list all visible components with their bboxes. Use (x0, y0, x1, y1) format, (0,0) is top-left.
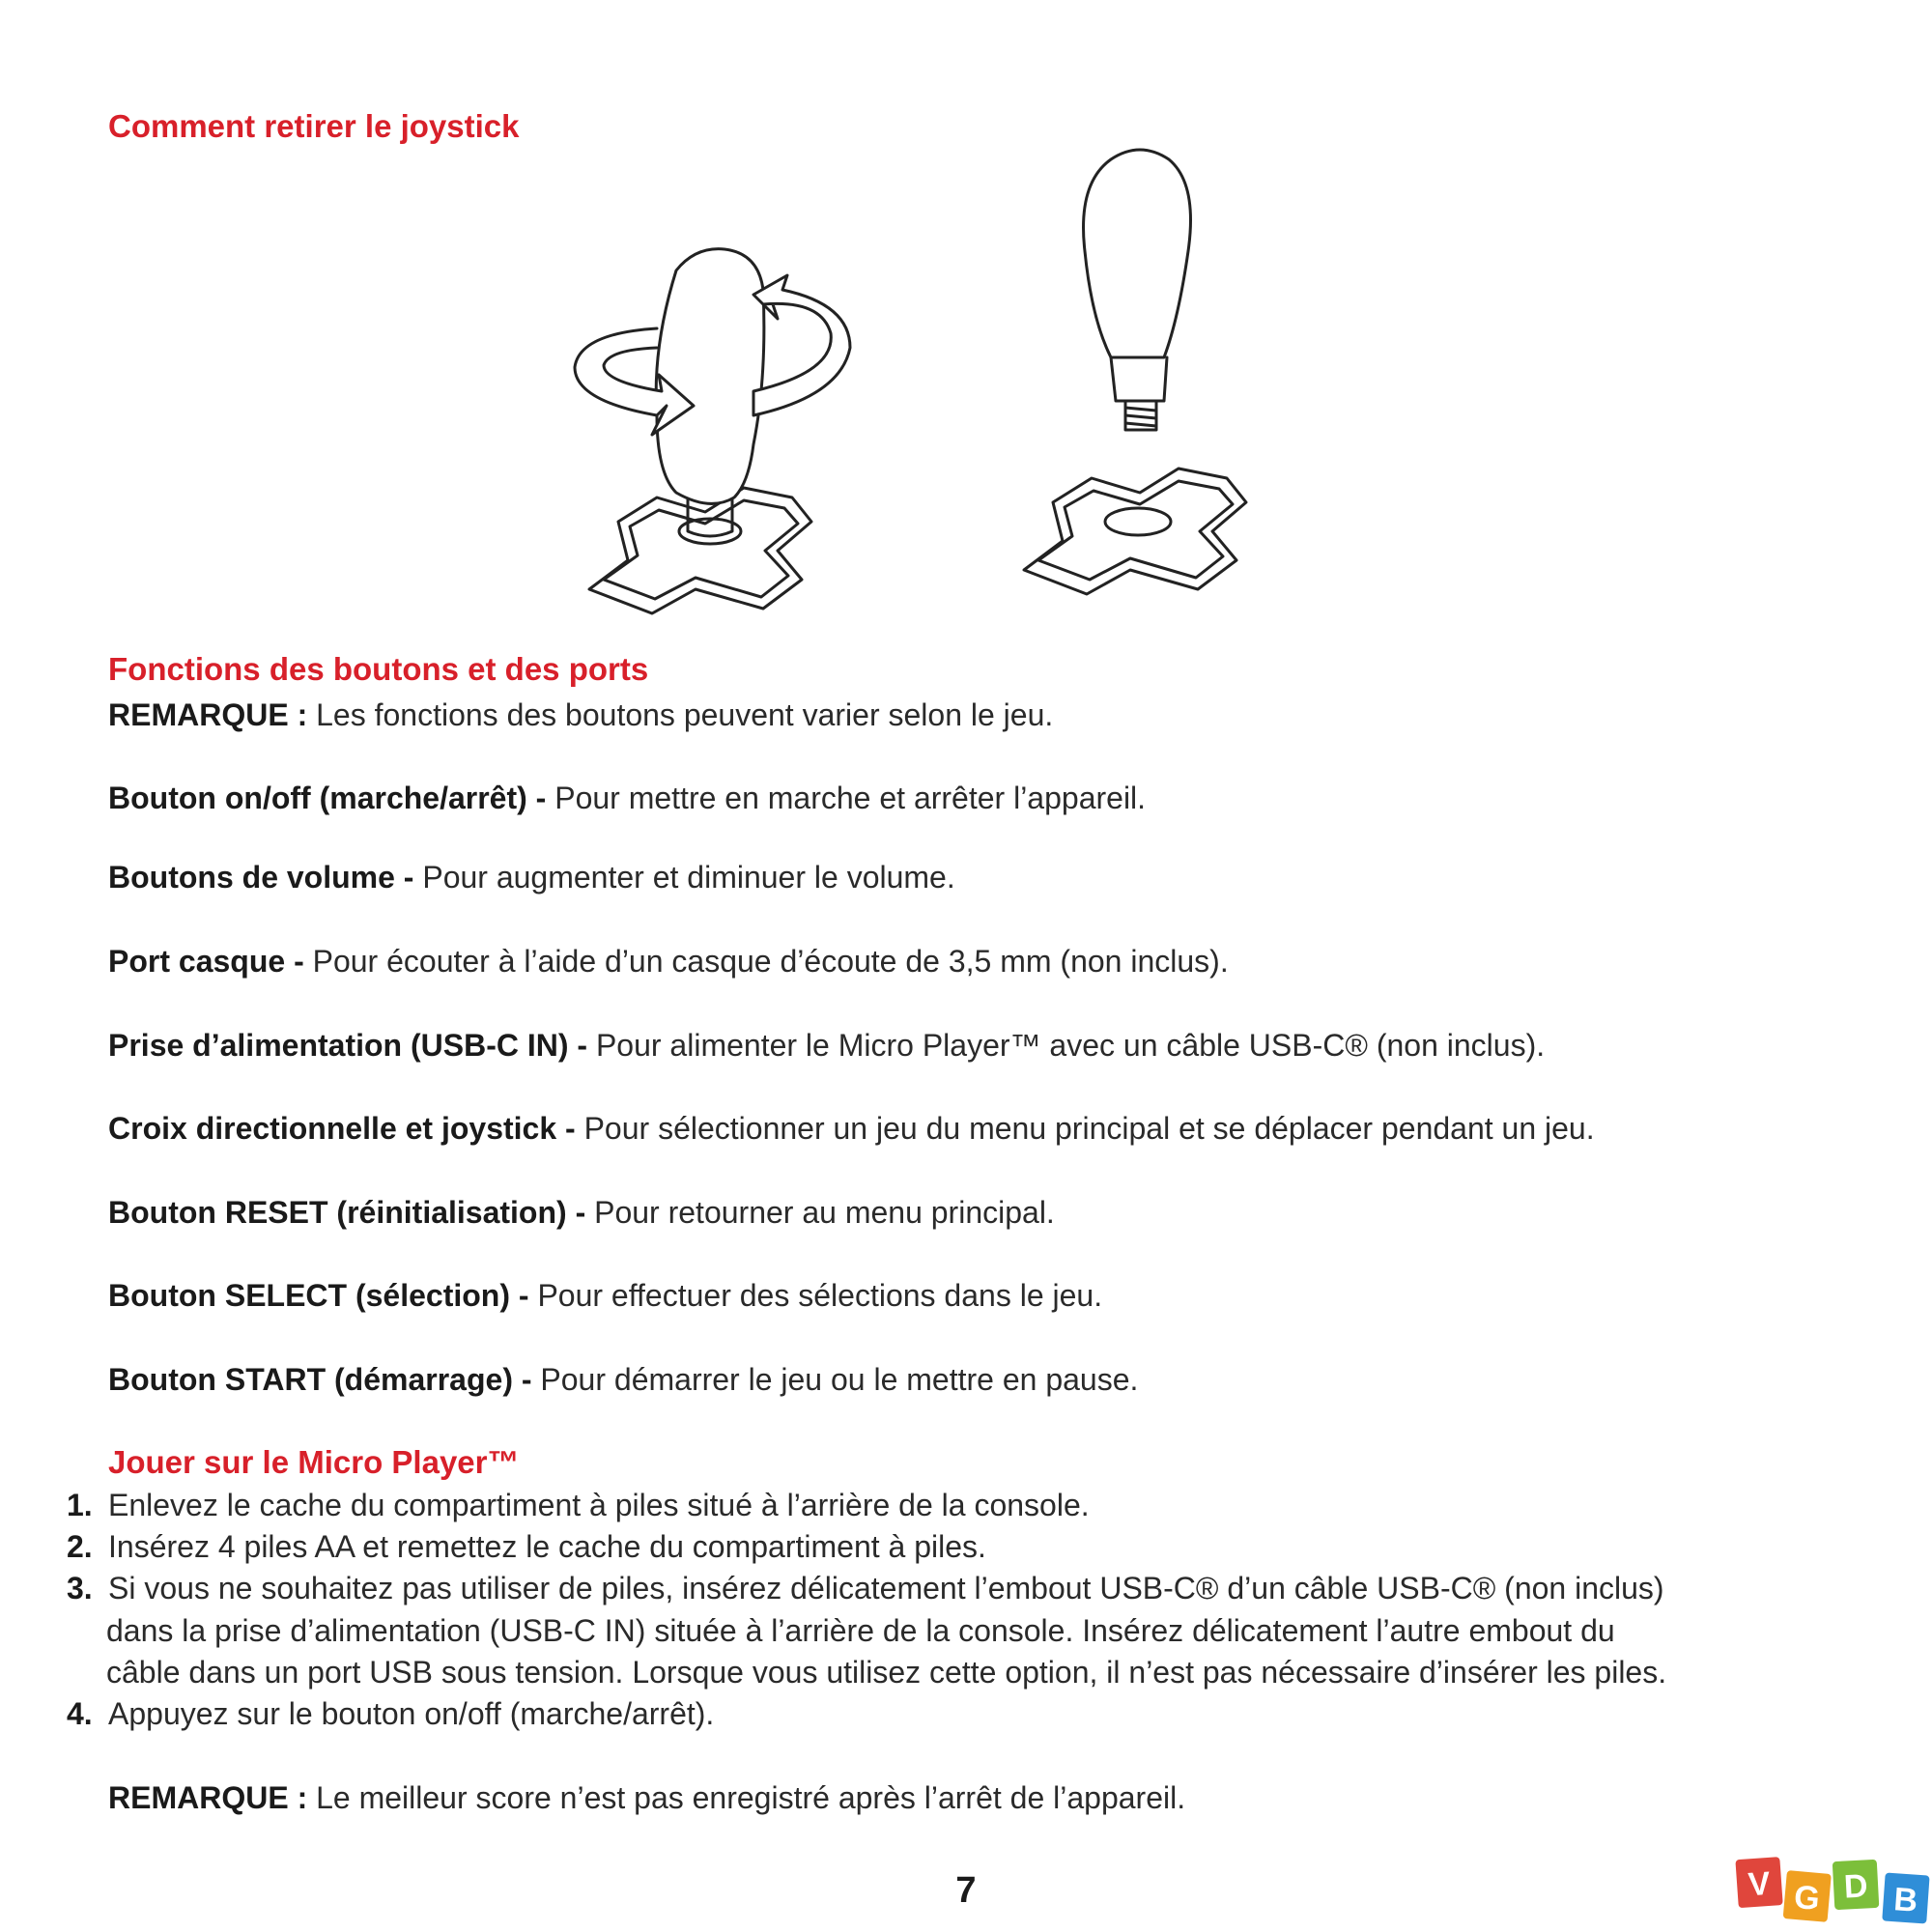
vgdb-logo (1735, 1853, 1932, 1932)
step-item (67, 1571, 1664, 1606)
function-label: Bouton START (démarrage) - (108, 1362, 541, 1397)
function-label: Bouton RESET (réinitialisation) - (108, 1195, 595, 1230)
note-text: Le meilleur score n’est pas enregistré après l’arrêt de l’appareil. (307, 1780, 1186, 1815)
step-text: Appuyez sur le bouton on/off (marche/arrêt). (108, 1696, 715, 1731)
step-text-continued: câble dans un port USB sous tension. Lorsque vous utilisez cette option, il n’est pas nécessaire d’insérer les piles. (106, 1655, 1667, 1690)
function-description: Pour sélectionner un jeu du menu principal et se déplacer pendant un jeu. (583, 1111, 1595, 1146)
step-text: Si vous ne souhaitez pas utiliser de piles, insérez délicatement l’embout USB-C® d’un câble USB-C® (non inclus) (108, 1571, 1664, 1605)
function-description: Pour augmenter et diminuer le volume. (422, 860, 955, 895)
svg-text:B: B (1892, 1881, 1919, 1919)
joystick-removal-illustration (560, 126, 1352, 628)
step-text: Enlevez le cache du compartiment à piles situé à l’arrière de la console. (108, 1488, 1090, 1522)
step-number: 4. (67, 1696, 93, 1731)
play-note (108, 1780, 1185, 1816)
function-item (108, 781, 1146, 816)
step-item (67, 1488, 1090, 1523)
joystick-right (1084, 150, 1191, 430)
function-item (108, 1278, 1102, 1314)
note-label: REMARQUE : (108, 1780, 308, 1815)
step-number: 1. (67, 1488, 93, 1522)
svg-text:V: V (1747, 1864, 1772, 1904)
function-item (108, 1362, 1138, 1398)
step-item (67, 1696, 715, 1732)
note-label: REMARQUE : (108, 697, 308, 732)
svg-text:G: G (1792, 1878, 1822, 1918)
function-item (108, 1111, 1595, 1147)
section-title-functions: Fonctions des boutons et des ports (108, 651, 649, 687)
function-label: Boutons de volume - (108, 860, 423, 895)
function-description: Pour alimenter le Micro Player™ avec un câble USB-C® (non inclus). (595, 1028, 1546, 1063)
dpad-base-right (1024, 469, 1246, 594)
functions-note (108, 697, 1053, 733)
step-text-continued: dans la prise d’alimentation (USB-C IN) située à l’arrière de la console. Insérez délicatement l’autre embout du (106, 1613, 1615, 1648)
function-label: Croix directionnelle et joystick - (108, 1111, 584, 1146)
step-number: 3. (67, 1571, 93, 1605)
function-description: Pour démarrer le jeu ou le mettre en pause. (540, 1362, 1139, 1397)
function-item (108, 944, 1229, 980)
section-title-remove-joystick: Comment retirer le joystick (108, 108, 520, 144)
section-title-play: Jouer sur le Micro Player™ (108, 1444, 520, 1480)
function-item (108, 860, 955, 895)
function-label: Bouton on/off (marche/arrêt) - (108, 781, 555, 815)
function-label: Prise d’alimentation (USB-C IN) - (108, 1028, 596, 1063)
page-number: 7 (955, 1870, 977, 1911)
step-item (67, 1529, 986, 1565)
function-description: Pour effectuer des sélections dans le jeu. (537, 1278, 1103, 1313)
function-description: Pour retourner au menu principal. (594, 1195, 1055, 1230)
function-label: Bouton SELECT (sélection) - (108, 1278, 538, 1313)
function-item (108, 1195, 1055, 1231)
function-description: Pour mettre en marche et arrêter l’appareil. (554, 781, 1147, 815)
dpad-base-left (589, 488, 811, 613)
step-text: Insérez 4 piles AA et remettez le cache du compartiment à piles. (108, 1529, 986, 1564)
function-item (108, 1028, 1545, 1064)
function-description: Pour écouter à l’aide d’un casque d’écoute de 3,5 mm (non inclus). (312, 944, 1229, 979)
step-number: 2. (67, 1529, 93, 1564)
svg-text:D: D (1842, 1867, 1869, 1906)
note-text: Les fonctions des boutons peuvent varier selon le jeu. (307, 697, 1054, 732)
function-label: Port casque - (108, 944, 313, 979)
